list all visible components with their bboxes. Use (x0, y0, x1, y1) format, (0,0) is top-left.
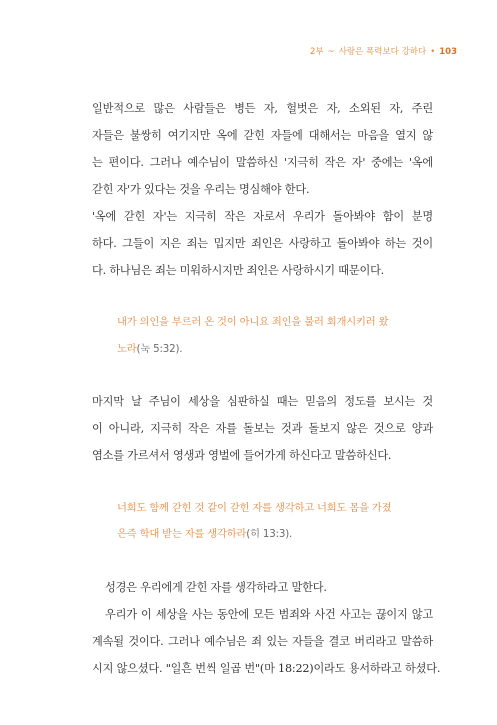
quote-text: 은즉 학대 받는 자를 생각하라 (117, 528, 247, 540)
chapter-title: 사랑은 폭력보다 강하다 (338, 47, 427, 57)
header-separator: ~ (327, 47, 335, 57)
scripture-reference: (히 13:3). (246, 528, 293, 540)
part-label: 2부 (309, 47, 324, 57)
body-line: '옥에 갇힌 자'는 지극히 작은 자로서 우리가 돌아봐야 함이 분명 (92, 210, 433, 223)
page-number: 103 (439, 47, 457, 57)
body-line: 마지막 날 주님이 세상을 심판하실 때는 믿음의 정도를 보시는 것 (92, 395, 433, 408)
body-line: 우리가 이 세상을 사는 동안에 모든 범죄와 사건 사고는 끊이지 않고 (105, 608, 433, 621)
body-line: 갇힌 자'가 있다는 것을 우리는 명심해야 한다. (92, 183, 310, 196)
body-line: 는 편이다. 그러나 예수님이 말씀하신 '지극히 작은 자' 중에는 '옥에 (92, 156, 433, 169)
body-line: 시지 않으셨다. "일흔 번씩 일곱 번"(마 18:22)이라도 용서하라고 하셨다. (92, 662, 441, 675)
body-line: 성경은 우리에게 갇힌 자를 생각하라고 말한다. (105, 581, 327, 594)
quote-line: 너희도 함께 갇힌 것 같이 갇힌 자를 생각하고 너희도 몸을 가졌 (117, 502, 392, 514)
running-header (310, 45, 457, 57)
body-line: 계속될 것이다. 그러나 예수님은 죄 있는 자들을 결코 버리라고 말씀하 (92, 635, 433, 648)
body-line: 일반적으로 많은 사람들은 병든 자, 헐벗은 자, 소외된 자, 주린 (92, 102, 433, 115)
body-line: 자들은 불쌍히 여기지만 옥에 갇힌 자들에 대해서는 마음을 열지 않 (92, 129, 433, 142)
body-line: 하다. 그들이 지은 죄는 밉지만 죄인은 사랑하고 돌아봐야 하는 것이 (92, 237, 433, 250)
body-line: 이 아니라, 지극히 작은 자를 돌보는 것과 돌보지 않은 것으로 양과 (92, 422, 433, 435)
quote-line (117, 340, 182, 355)
quote-line: 내가 의인을 부르러 온 것이 아니요 죄인을 불러 회개시키러 왔 (117, 316, 389, 328)
body-line: 다. 하나님은 죄는 미워하시지만 죄인은 사랑하시기 때문이다. (92, 264, 385, 277)
body-line: 염소를 가르셔서 영생과 영벌에 들어가게 하신다고 말씀하신다. (92, 449, 392, 462)
header-dot: • (430, 47, 436, 57)
quote-text: 노라 (117, 343, 137, 355)
quote-line (117, 525, 292, 540)
scripture-reference: (눅 5:32). (136, 343, 183, 355)
